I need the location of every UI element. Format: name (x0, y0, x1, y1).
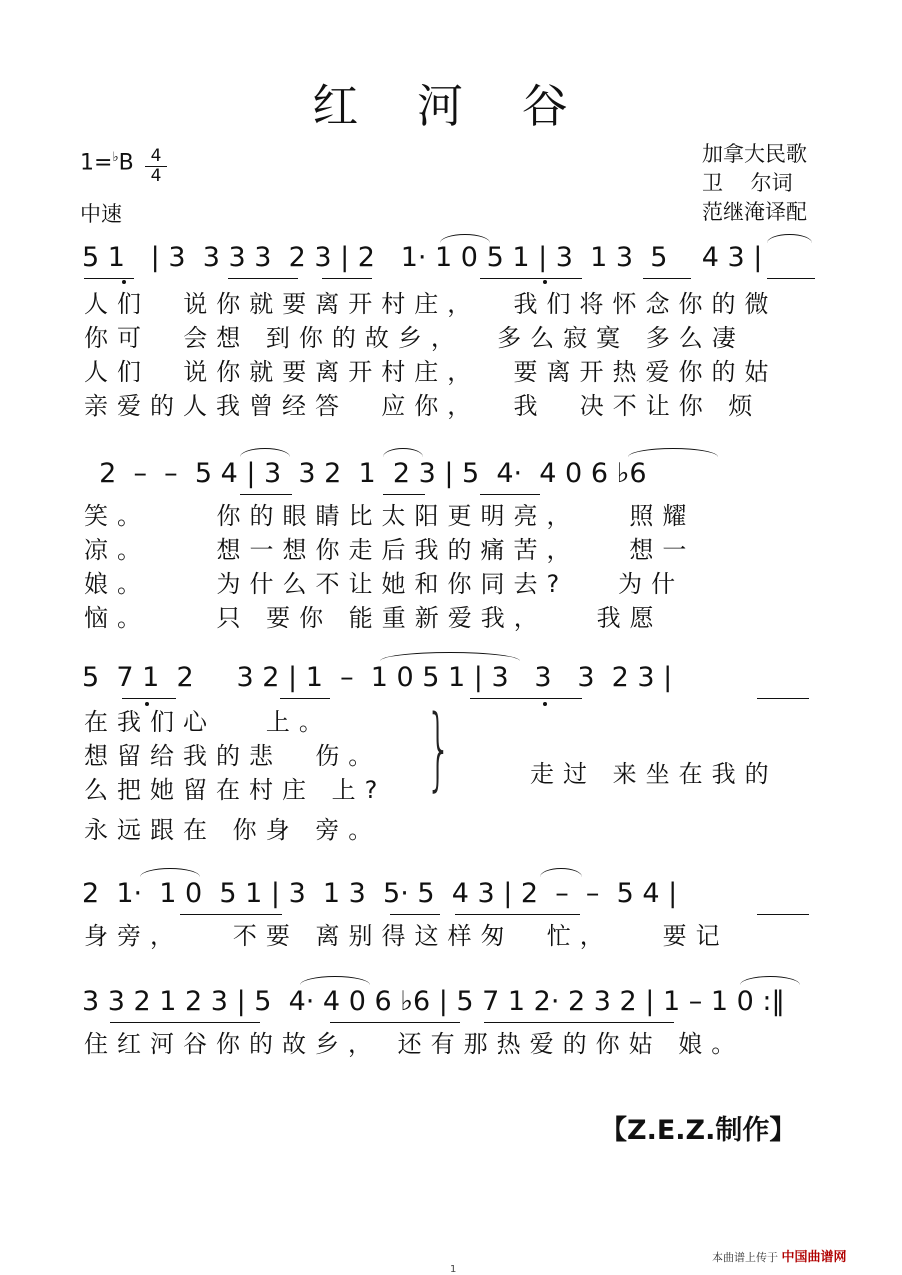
beam-line (330, 1022, 460, 1023)
key-prefix: 1= (80, 150, 113, 176)
octave-dot (122, 280, 126, 284)
site-logo: 中国曲谱网 (781, 1250, 847, 1265)
slur-mark (767, 234, 812, 243)
lyric-line: 恼。 只 要你 能重新爱我， 我愿 (84, 604, 663, 632)
lyric-line: 笑。 你的眼睛比太阳更明亮， 照耀 (84, 502, 696, 530)
lyric-line: 娘。 为什么不让她和你同去? 为什 (84, 570, 685, 598)
slur-mark (740, 976, 800, 985)
lyric-line: 人们 说你就要离开村庄， 我们将怀念你的微 (84, 290, 778, 318)
beam-line (767, 278, 815, 279)
beam-line (122, 698, 176, 699)
beam-line (390, 914, 440, 915)
score-system-3 (82, 662, 822, 702)
beam-line (480, 494, 540, 495)
beam-line (110, 1022, 260, 1023)
lyric-line: 亲爱的人我曾经答 应你， 我 决不让你 烦 (84, 392, 762, 420)
chorus-lyric-side: 走过 来坐在我的 (530, 760, 778, 788)
time-signature (145, 148, 167, 185)
verse-brace: } (425, 696, 452, 801)
beam-line (383, 494, 425, 495)
page-number: 1 (450, 1264, 457, 1275)
score-system-5 (82, 986, 822, 1026)
slur-mark (380, 652, 520, 661)
score-system-4 (82, 878, 822, 918)
maker-credit: 【Z.E.Z.制作】 (600, 1115, 797, 1146)
slur-mark (540, 868, 582, 877)
key-note: B (118, 150, 134, 176)
beam-line (643, 278, 691, 279)
tempo-marking: 中速 (80, 202, 122, 226)
lyric-line: 住红河谷你的故乡， 还有那热爱的你姑 娘。 (84, 1030, 745, 1058)
beam-line (757, 914, 809, 915)
upload-note (712, 1246, 847, 1265)
lyric-line: 永远跟在 你身 旁。 (84, 816, 382, 844)
lyric-line: 么把她留在村庄 上? (84, 776, 387, 804)
flat-sign: ♭ (112, 150, 119, 165)
notation-line-5: 3 3 2 1 2 3 | 5 4· 4 0 6 ♭6 | 5 7 1 2· 2 3 2 | 1 – 1 0 :‖ (82, 986, 785, 1017)
credits (702, 140, 807, 227)
beam-line (84, 278, 134, 279)
score-system-1 (82, 242, 822, 282)
beam-line (322, 278, 372, 279)
lyric-line: 凉。 想一想你走后我的痛苦， 想一 (84, 536, 696, 564)
slur-mark (628, 448, 718, 457)
beam-line (180, 914, 282, 915)
upload-text: 本曲谱上传于 (712, 1251, 778, 1264)
slur-mark (300, 976, 370, 985)
lyric-line: 在我们心 上。 (84, 708, 332, 736)
notation-line-2: 2 – – 5 4 | 3 3 2 1 2 3 | 5 4· 4 0 6 ♭6 (82, 458, 647, 489)
credit-translator: 范继淹译配 (702, 200, 807, 224)
slur-mark (140, 868, 200, 877)
octave-dot (543, 280, 547, 284)
lyric-line: 身旁， 不要 离别得这样匆 忙， 要记 (84, 922, 729, 950)
notation-line-4: 2 1· 1 0 5 1 | 3 1 3 5· 5 4 3 | 2 – – 5 4 | (82, 878, 678, 909)
beam-line (228, 278, 298, 279)
credit-lyricist: 卫 尔词 (702, 171, 793, 195)
time-bottom: 4 (150, 166, 162, 186)
beam-line (470, 698, 582, 699)
octave-dot (543, 702, 547, 706)
lyric-line: 人们 说你就要离开村庄， 要离开热爱你的姑 (84, 358, 778, 386)
slur-mark (383, 448, 423, 457)
beam-line (757, 698, 809, 699)
key-signature (80, 150, 134, 175)
beam-line (484, 1022, 674, 1023)
song-title: 红 河 谷 (312, 79, 590, 133)
credit-origin: 加拿大民歌 (702, 142, 807, 166)
score-system-2 (82, 458, 822, 498)
beam-line (480, 278, 582, 279)
lyric-line: 想留给我的悲 伤。 (84, 742, 382, 770)
slur-mark (240, 448, 290, 457)
notation-line-3: 5 7 1 2 3 2 | 1 – 1 0 5 1 | 3 3 3 2 3 | (82, 662, 673, 693)
beam-line (455, 914, 580, 915)
slur-mark (440, 234, 490, 243)
octave-dot (145, 702, 149, 706)
beam-line (240, 494, 292, 495)
notation-line-1: 5 1 | 3 3 3 3 2 3 | 2 1· 1 0 5 1 | 3 1 3 5 4 3 | (82, 242, 763, 273)
lyric-line: 你可 会想 到你的故乡， 多么寂寞 多么凄 (84, 324, 745, 352)
time-top: 4 (150, 146, 162, 166)
beam-line (280, 698, 330, 699)
